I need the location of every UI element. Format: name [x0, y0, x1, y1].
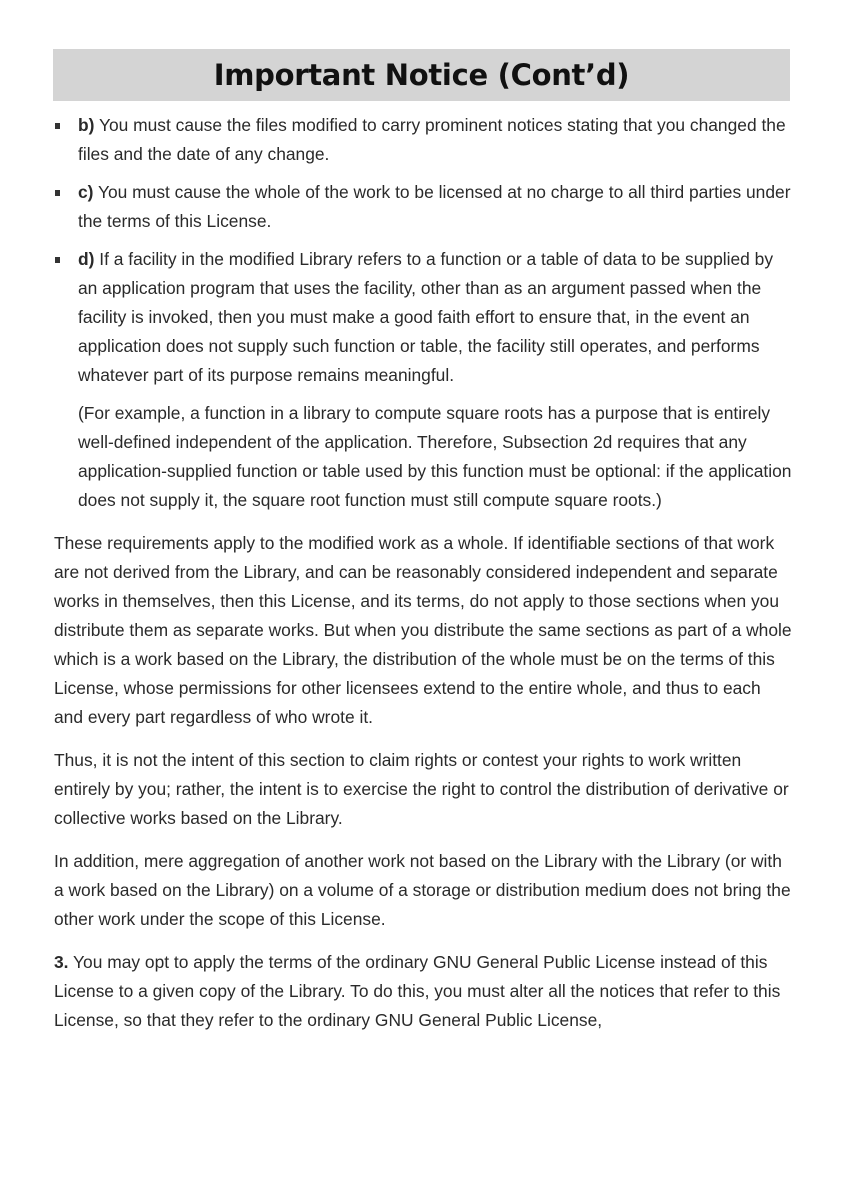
title-banner: [53, 49, 790, 101]
square-bullet-icon: [55, 190, 60, 196]
requirements-paragraph: These requirements apply to the modified work as a whole. If identifiable sections of that work are not derived from the Library, and can be reasonably considered independent and separate works in themselves, then this License, and its terms, do not apply to those sections when you distribute them as separate works. But when you distribute the same sections as part of a whole which is a work based on the Library, the distribution of the whole must be on the terms of this License, whose permissions for other licensees extend to the entire whole, and thus to each and every part regardless of who wrote it.: [54, 533, 792, 727]
document-body: [54, 111, 794, 1035]
section-number: 3.: [54, 952, 69, 972]
list-item-c: [54, 178, 794, 236]
square-bullet-icon: [55, 123, 60, 129]
square-bullet-icon: [55, 257, 60, 263]
condition-list: [54, 111, 794, 390]
list-item-label: d): [78, 249, 95, 269]
section-3-paragraph: [54, 948, 794, 1035]
page-title: Important Notice (Cont’d): [213, 58, 630, 92]
aggregation-paragraph: In addition, mere aggregation of another work not based on the Library with the Library (or with a work based on the Library) on a volume of a storage or distribution medium does not bring the other work under the scope of this License.: [54, 851, 791, 929]
list-item-b: [54, 111, 794, 169]
list-item-text: You must cause the files modified to carry prominent notices stating that you changed the files and the date of any change.: [78, 115, 786, 164]
list-item-text: If a facility in the modified Library refers to a function or a table of data to be supplied by an application program that uses the facility, other than as an argument passed when the facility is invoked, then you must make a good faith effort to ensure that, in the event an application does not supply such function or table, the facility still operates, and performs whatever part of its purpose remains meaningful.: [78, 249, 774, 385]
intent-paragraph: Thus, it is not the intent of this section to claim rights or contest your rights to work written entirely by you; rather, the intent is to exercise the right to control the distribution of derivative or collective works based on the Library.: [54, 750, 789, 828]
example-note: (For example, a function in a library to compute square roots has a purpose that is entirely well-defined independent of the application. Therefore, Subsection 2d requires that any application-supplied function or table used by this function must be optional: if the application does not supply it, the square root function must still compute square roots.): [78, 403, 792, 510]
list-item-d: [54, 245, 794, 390]
list-item-label: b): [78, 115, 95, 135]
section-3-text: You may opt to apply the terms of the ordinary GNU General Public License instead of this License to a given copy of the Library. To do this, you must alter all the notices that refer to this License, so that they refer to the ordinary GNU General Public License,: [54, 952, 781, 1030]
list-item-label: c): [78, 182, 94, 202]
list-item-text: You must cause the whole of the work to be licensed at no charge to all third parties under the terms of this License.: [78, 182, 791, 231]
